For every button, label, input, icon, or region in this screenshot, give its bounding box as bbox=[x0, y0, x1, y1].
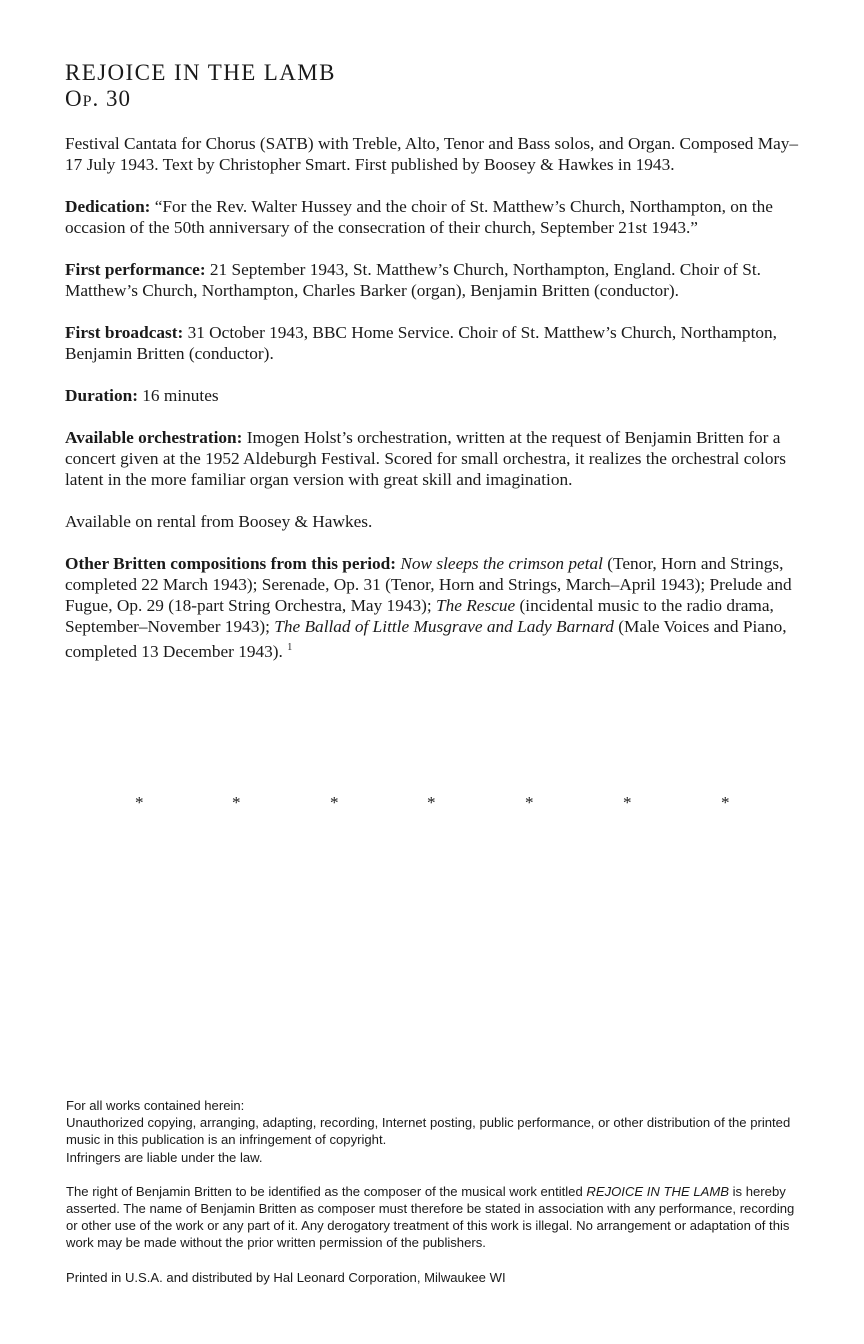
rights-text-post: is hereby asserted. The name of Benjamin Britten as composer must therefore be stated in association with any performance, recording or other use of the work or any part of it. Any derogatory treatment of this work is illegal. No arrangement or adaptation of this work may be made without the prior written permission of the publishers. bbox=[66, 1183, 795, 1251]
divider-star: * bbox=[525, 793, 534, 812]
first-performance-paragraph bbox=[65, 259, 805, 301]
duration-label: Duration: bbox=[65, 386, 138, 405]
divider-star: * bbox=[427, 793, 436, 812]
copyright-line-3: Infringers are liable under the law. bbox=[66, 1149, 263, 1165]
page-title: REJOICE IN THE LAMB bbox=[65, 60, 336, 85]
other-works-label: Other Britten compositions from this period: bbox=[65, 554, 397, 573]
dedication-label: Dedication: bbox=[65, 197, 151, 216]
divider-star: * bbox=[135, 793, 144, 812]
duration-paragraph bbox=[65, 385, 805, 406]
first-broadcast-label: First broadcast: bbox=[65, 323, 184, 342]
duration-text: 16 minutes bbox=[137, 386, 219, 405]
copyright-notice bbox=[66, 1097, 806, 1303]
other-works-title-2: The Rescue bbox=[436, 596, 516, 615]
moral-rights-paragraph bbox=[66, 1183, 806, 1252]
divider-star: * bbox=[623, 793, 632, 812]
other-works-paragraph bbox=[65, 553, 805, 662]
copyright-warning bbox=[66, 1097, 806, 1166]
opus-number: Op. 30 bbox=[65, 86, 132, 111]
star-divider bbox=[65, 793, 805, 813]
rights-work-title: REJOICE IN THE LAMB bbox=[586, 1183, 729, 1199]
other-works-text-2: (incidental music to the radio drama, September–November 1943); bbox=[65, 596, 774, 636]
printed-in-line: Printed in U.S.A. and distributed by Hal Leonard Corporation, Milwaukee WI bbox=[66, 1269, 506, 1285]
intro-paragraph: Festival Cantata for Chorus (SATB) with Treble, Alto, Tenor and Bass solos, and Organ. Composed May–17 July 1943. Text by Christopher Smart. First published by Boosey & Hawkes in 1943. bbox=[65, 134, 799, 174]
first-performance-text: 21 September 1943, St. Matthew’s Church, Northampton, England. Choir of St. Matthew’s Church, Northampton, Charles Barker (organ), Benjamin Britten (conductor). bbox=[65, 260, 761, 300]
first-broadcast-paragraph bbox=[65, 322, 805, 364]
rental-paragraph: Available on rental from Boosey & Hawkes. bbox=[65, 512, 373, 531]
work-details bbox=[65, 133, 805, 683]
first-performance-label: First performance: bbox=[65, 260, 206, 279]
divider-star: * bbox=[232, 793, 241, 812]
orchestration-label: Available orchestration: bbox=[65, 428, 243, 447]
first-broadcast-text: 31 October 1943, BBC Home Service. Choir of St. Matthew’s Church, Northampton, Benjamin Britten (conductor). bbox=[65, 323, 777, 363]
rights-text-pre: The right of Benjamin Britten to be identified as the composer of the musical work entitled bbox=[66, 1183, 587, 1199]
copyright-line-2: Unauthorized copying, arranging, adapting, recording, Internet posting, public performance, or other distribution of the printed music in this publication is an infringement of copyright. bbox=[66, 1115, 791, 1148]
orchestration-paragraph bbox=[65, 427, 805, 490]
footnote-mark: 1 bbox=[287, 642, 293, 653]
divider-star: * bbox=[330, 793, 339, 812]
copyright-line-1: For all works contained herein: bbox=[66, 1098, 245, 1113]
other-works-title-1: Now sleeps the crimson petal bbox=[400, 554, 603, 573]
other-works-text-1: (Tenor, Horn and Strings, completed 22 March 1943); Serenade, Op. 31 (Tenor, Horn and Strings, March–April 1943); Prelude and Fugue, Op. 29 (18-part String Orchestra, May 1943); bbox=[65, 554, 792, 615]
dedication-paragraph bbox=[65, 196, 805, 238]
dedication-text: “For the Rev. Walter Hussey and the choir of St. Matthew’s Church, Northampton, on the occasion of the 50th anniversary of the consecration of their church, September 21st 1943.” bbox=[65, 197, 773, 237]
other-works-text-3: (Male Voices and Piano, completed 13 December 1943). bbox=[65, 617, 787, 661]
divider-star: * bbox=[721, 793, 730, 812]
other-works-title-3: The Ballad of Little Musgrave and Lady Barnard bbox=[274, 617, 614, 636]
title-block bbox=[65, 60, 805, 112]
orchestration-text: Imogen Holst’s orchestration, written at the request of Benjamin Britten for a concert given at the 1952 Aldeburgh Festival. Scored for small orchestra, it realizes the orchestral colors latent in the more familiar organ version with great skill and imagination. bbox=[65, 428, 786, 489]
